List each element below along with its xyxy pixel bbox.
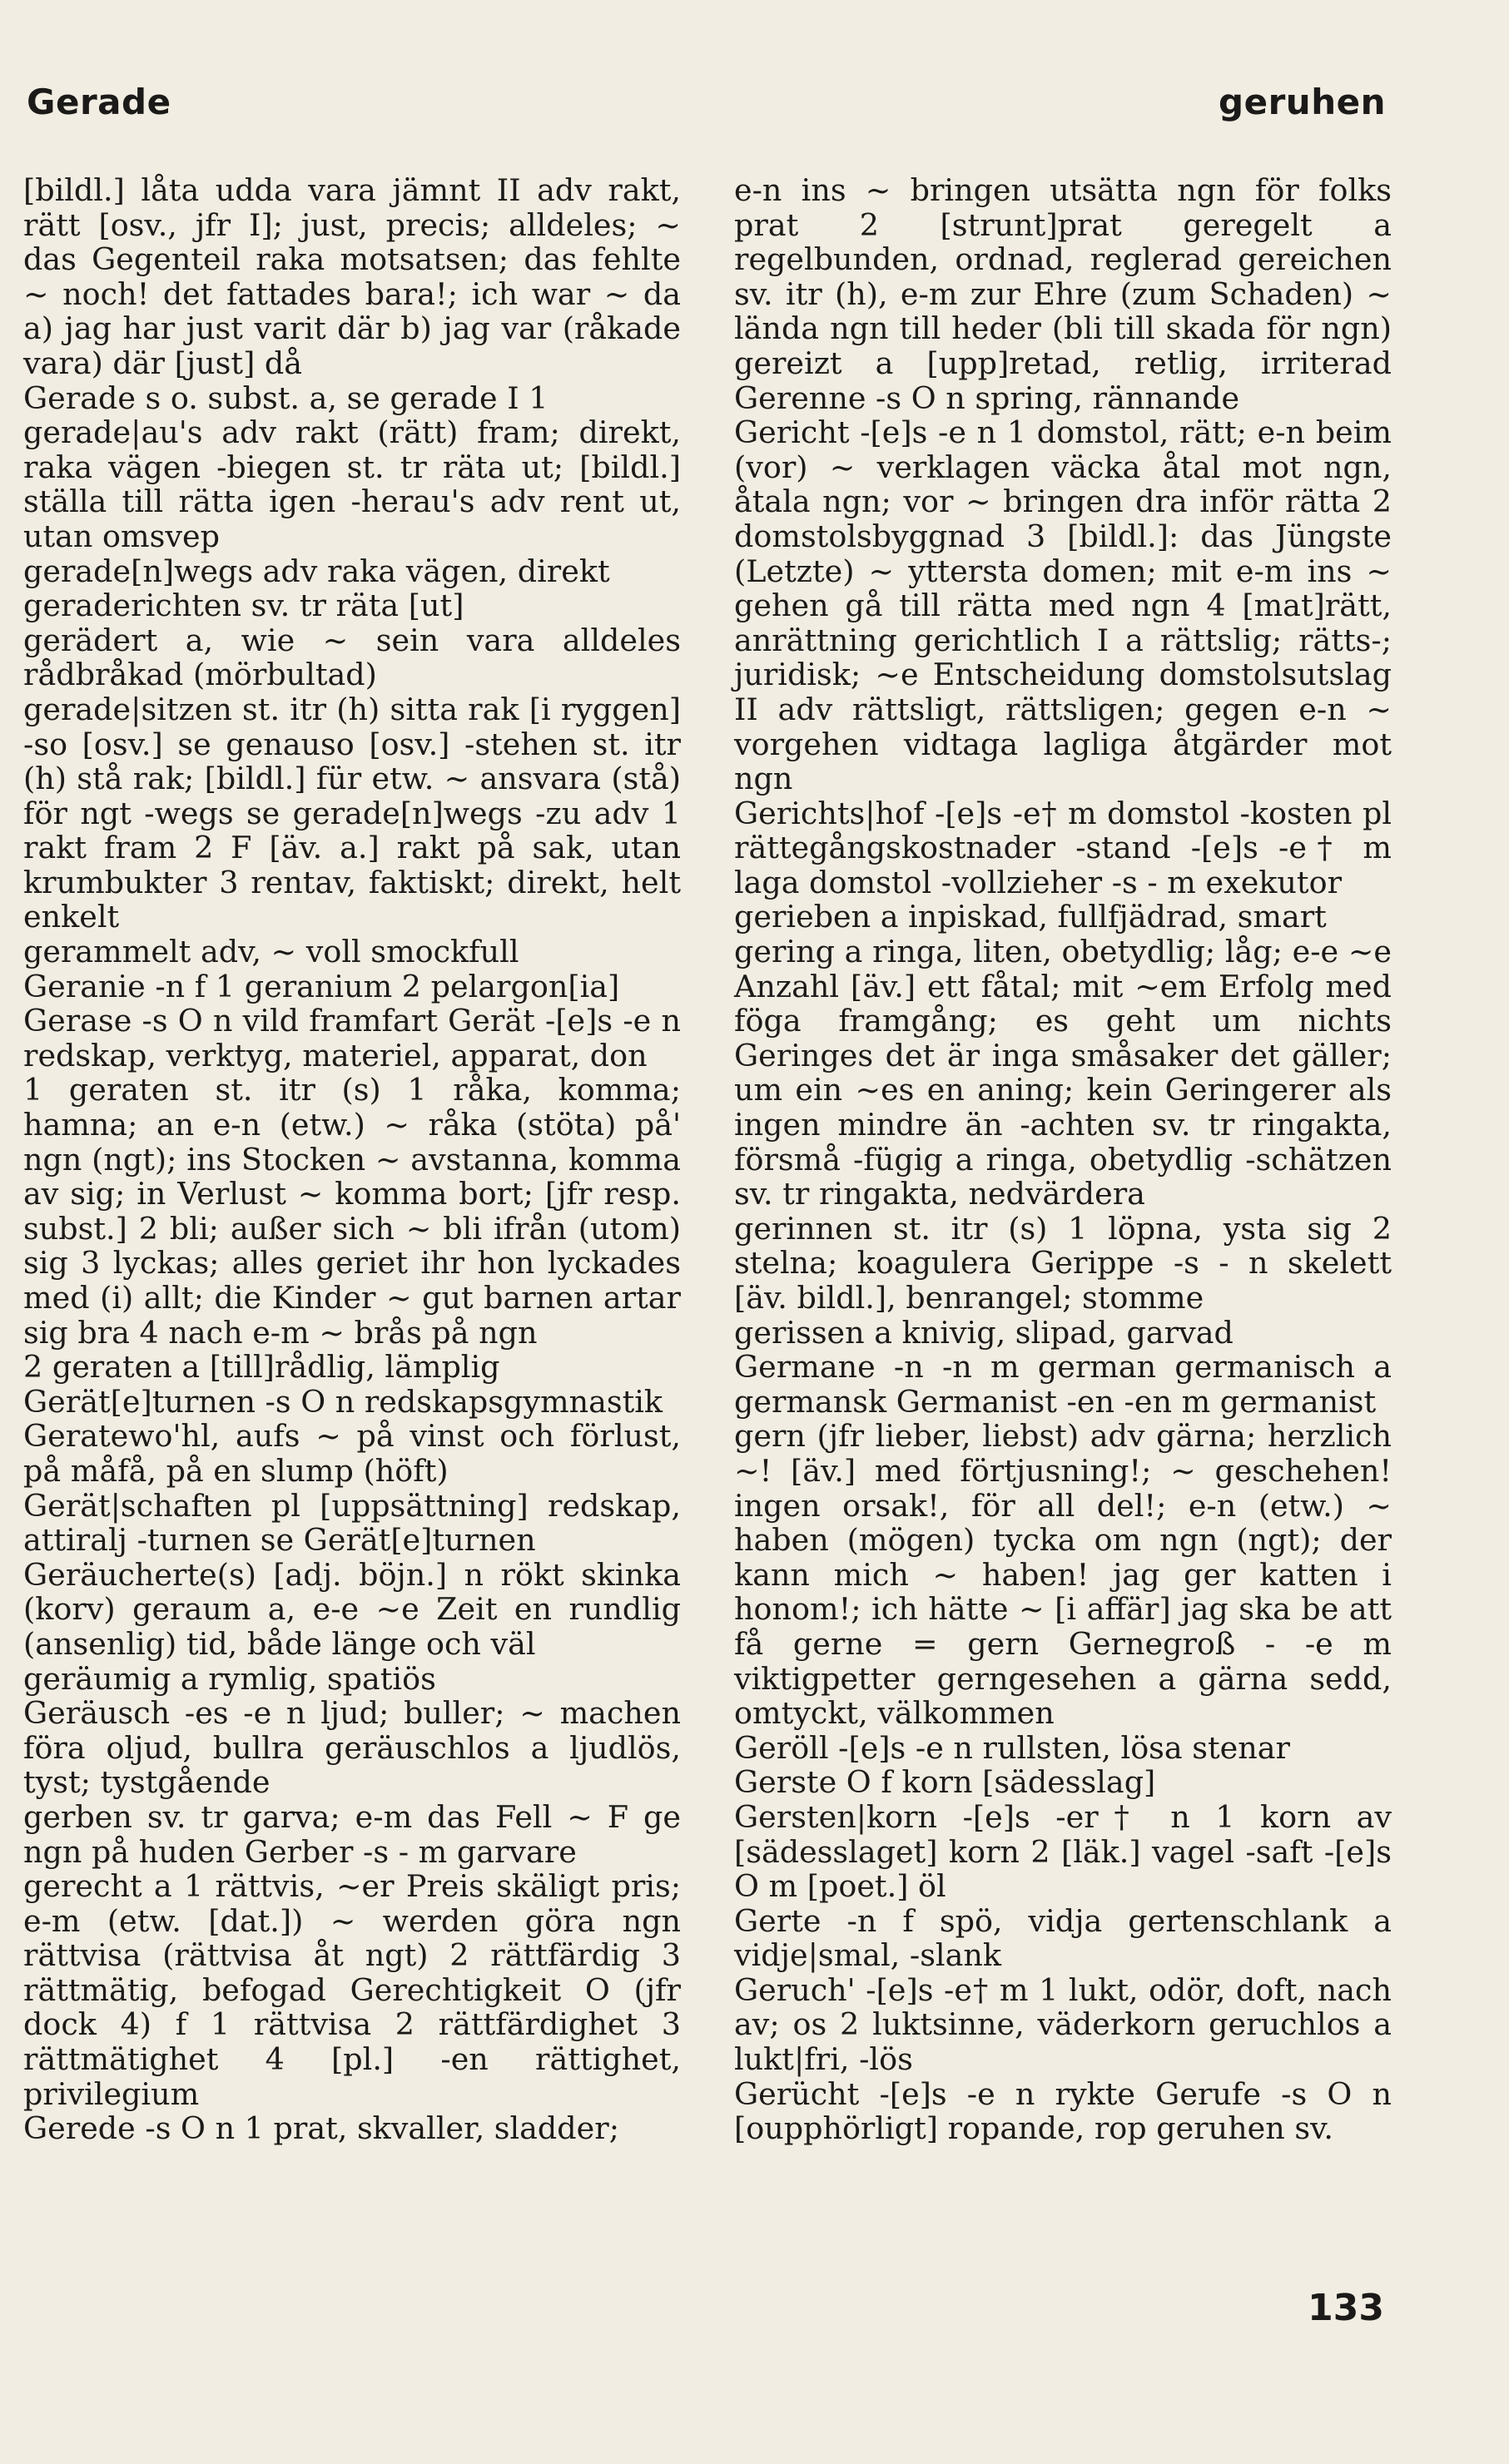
page-number: 133 [1308,2287,1384,2329]
dictionary-entry: [bildl.] låta udda vara jämnt II adv rakt, rätt [osv., jfr I]; just, precis; alldeles; ~ das Gegenteil raka motsatsen; das fehlte ~ noch! det fattades bara!; ich war ~ da a) jag har just varit där b) jag var (råkade vara) där [just] då [23,172,681,381]
guide-word-left: Gerade [27,82,171,122]
dictionary-entry: Gerät[e]turnen -s O n redskapsgymnastik [23,1383,663,1420]
dictionary-entry: 2 geraten a [till]rådlig, lämplig [23,1349,500,1386]
dictionary-entry: geraderichten sv. tr räta [ut] [23,587,464,624]
right-column [734,173,1392,2146]
dictionary-entry: gerädert a, wie ~ sein vara alldeles rådbråkad (mörbultad) [23,622,681,693]
dictionary-entry: geräumig a rymlig, spatiös [23,1660,436,1697]
dictionary-entry: gerissen a knivig, slipad, garvad [734,1314,1234,1351]
dictionary-entry: gerade|sitzen st. itr (h) sitta rak [i ryggen] -so [osv.] se genauso [osv.] -stehen st. itr (h) stå rak; [bildl.] für etw. ~ ansvara (stå) för ngt -wegs se gerade[n]wegs -zu adv 1 rakt fram 2 F [äv. a.] rakt på sak, utan krumbukter 3 rentav, faktiskt; direkt, helt enkelt [23,691,681,935]
dictionary-entry: Geranie -n f 1 geranium 2 pelargon[ia] [23,968,620,1004]
dictionary-entry: gerieben a inpiskad, fullfjädrad, smart [734,899,1327,935]
dictionary-entry: Gerste O f korn [sädesslag] [734,1764,1156,1801]
dictionary-entry: Geräusch -es -e n ljud; buller; ~ machen föra oljud, bullra geräuschlos a ljudlös, tyst; tystgående [23,1695,681,1801]
dictionary-entry: gerammelt adv, ~ voll smockfull [23,934,519,970]
dictionary-entry: gering a ringa, liten, obetydlig; låg; e-e ~e Anzahl [äv.] ett fåtal; mit ~em Erfolg med föga framgång; es geht um nichts Geringes det är inga småsaker det gäller; um ein ~es en aning; kein Geringerer als ingen mindre än -achten sv. tr ringakta, försmå -fügig a ringa, obetydlig -schätzen sv. tr ringakta, nedvärdera [734,934,1392,1212]
dictionary-entry: Gericht -[e]s -e n 1 domstol, rätt; e-n beim (vor) ~ verklagen väcka åtal mot ngn, åtala ngn; vor ~ bringen dra inför rätta 2 domstolsbyggnad 3 [bildl.]: das Jüngste (Letzte) ~ yttersta domen; mit e-m ins ~ gehen gå till rätta med ngn 4 [mat]rätt, anrättning gerichtlich I a rättslig; rätts-; juridisk; ~e Entscheidung domstolsutslag II adv rättsligt, rättsligen; gegen e-n ~ vorgehen vidtaga lagliga åtgärder mot ngn [734,414,1392,797]
dictionary-entry: Gerase -s O n vild framfart Gerät -[e]s -e n redskap, verktyg, materiel, apparat, don [23,1003,681,1073]
dictionary-entry: Gerade s o. subst. a, se gerade I 1 [23,379,549,416]
dictionary-entry: gerben sv. tr garva; e-m das Fell ~ F ge ngn på huden Gerber -s - m garvare [23,1798,681,1870]
dictionary-entry: Gerücht -[e]s -e n rykte Gerufe -s O n [oupphörligt] ropande, rop geruhen sv. [734,2075,1392,2147]
dictionary-entry: 1 geraten st. itr (s) 1 råka, komma; hamna; an e-n (etw.) ~ råka (stöta) på' ngn (ngt); ins Stocken ~ avstanna, komma av sig; in Verlust ~ komma bort; [jfr resp. subst.] 2 bli; außer sich ~ bli ifrån (utom) sig 3 lyckas; alles geriet ihr hon lyckades med (i) allt; die Kinder ~ gut barnen artar sig bra 4 nach e-m ~ brås på ngn [23,1072,681,1351]
dictionary-entry: Gerede -s O n 1 prat, skvaller, sladder; [23,2110,620,2147]
left-column [23,173,681,2146]
dictionary-entry: gerade[n]wegs adv raka vägen, direkt [23,553,610,589]
dictionary-entry: e-n ins ~ bringen utsätta ngn för folks prat 2 [strunt]prat geregelt a regelbunden, ordnad, reglerad gereichen sv. itr (h), e-m zur Ehre (zum Schaden) ~ lända ngn till heder (bli till skada för ngn) gereizt a [upp]retad, retlig, irriterad Gerenne -s O n spring, rännande [734,172,1392,416]
dictionary-entry: Gersten|korn -[e]s -er† n 1 korn av [sädesslaget] korn 2 [läk.] vagel -saft -[e]s O m [poet.] öl [734,1798,1392,1905]
dictionary-entry: gerinnen st. itr (s) 1 löpna, ysta sig 2 stelna; koagulera Gerippe -s - n skelett [äv. bildl.], benrangel; stomme [734,1210,1392,1316]
dictionary-entry: Germane -n -n m german germanisch a germansk Germanist -en -en m germanist [734,1349,1392,1420]
guide-word-right: geruhen [1219,82,1386,122]
dictionary-entry: Geruch' -[e]s -e† m 1 lukt, odör, doft, nach av; os 2 luktsinne, väderkorn geruchlos a lukt|fri, -lös [734,1971,1392,2078]
dictionary-entry: Geräucherte(s) [adj. böjn.] n rökt skinka (korv) geraum a, e-e ~e Zeit en rundlig (ansenlig) tid, både länge och väl [23,1556,681,1662]
dictionary-entry: gern (jfr lieber, liebst) adv gärna; herzlich ~! [äv.] med förtjusning!; ~ geschehen! ingen orsak!, för all del!; e-n (etw.) ~ haben (mögen) tycka om ngn (ngt); der kann mich ~ haben! jag ger katten i honom!; ich hätte ~ [i affär] jag ska be att få gerne = gern Gernegroß - -e m viktigpetter gerngesehen a gärna sedd, omtyckt, välkommen [734,1418,1392,1732]
dictionary-entry: Gerät|schaften pl [uppsättning] redskap, attiralj -turnen se Gerät[e]turnen [23,1487,681,1559]
dictionary-entry: Geratewo'hl, aufs ~ på vinst och förlust, på måfå, på en slump (höft) [23,1418,681,1489]
dictionary-entry: Gerte -n f spö, vidja gertenschlank a vidje|smal, -slank [734,1902,1392,1974]
dictionary-entry: gerade|au's adv rakt (rätt) fram; direkt, raka vägen -biegen st. tr räta ut; [bildl.] ställa till rätta igen -herau's adv rent ut, utan omsvep [23,414,681,554]
dictionary-entry: gerecht a 1 rättvis, ~er Preis skäligt pris; e-m (etw. [dat.]) ~ werden göra ngn rättvisa (rättvisa åt ngt) 2 rättfärdig 3 rättmätig, befogad Gerechtigkeit O (jfr dock 4) f 1 rättvisa 2 rättfärdighet 3 rättmätighet 4 [pl.] -en rättighet, privilegium [23,1868,681,2112]
dictionary-entry: Gerichts|hof -[e]s -e† m domstol -kosten pl rättegångskostnader -stand -[e]s -e† m laga domstol -vollzieher -s - m exekutor [734,795,1392,900]
dictionary-entry: Geröll -[e]s -e n rullsten, lösa stenar [734,1729,1290,1766]
